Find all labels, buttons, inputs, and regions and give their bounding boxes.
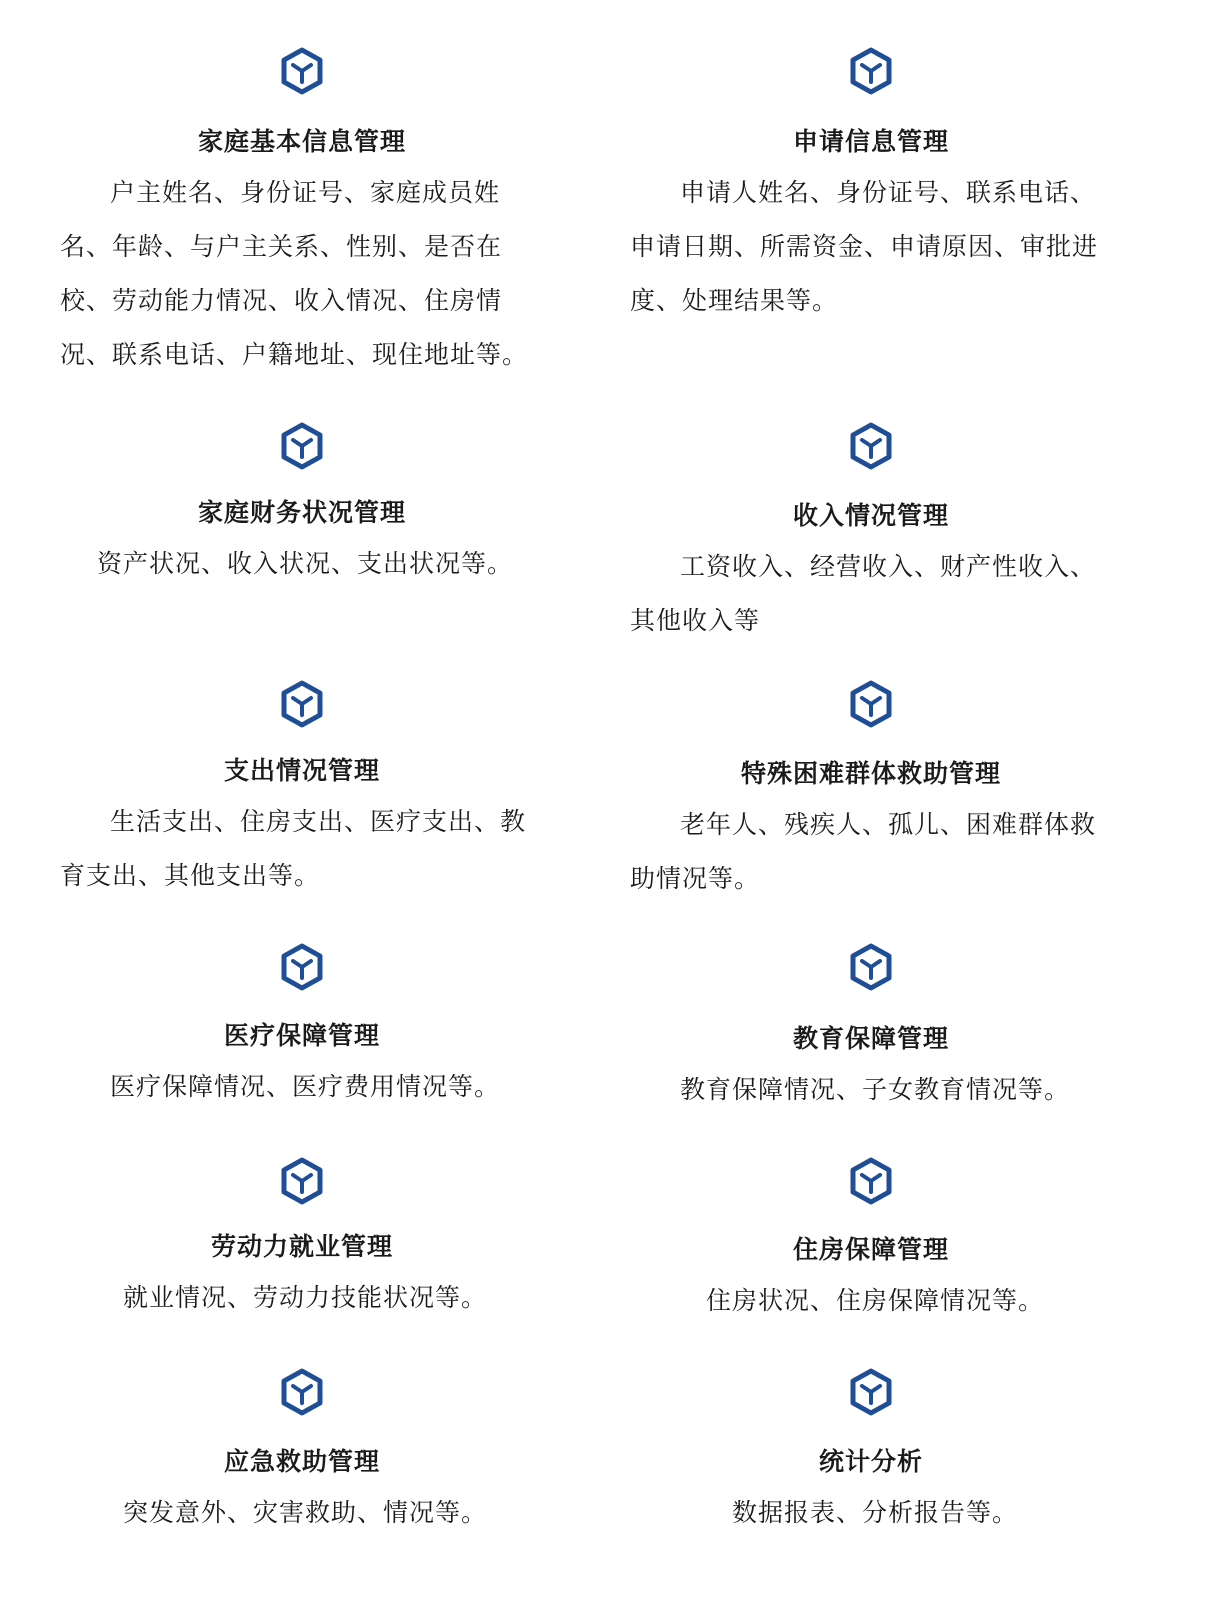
cube-icon bbox=[848, 679, 894, 729]
feature-description: 生活支出、住房支出、医疗支出、教育支出、其他支出等。 bbox=[60, 807, 527, 890]
feature-description: 突发意外、灾害救助、情况等。 bbox=[122, 1498, 487, 1527]
cube-icon bbox=[848, 421, 894, 471]
feature-title: 应急救助管理 bbox=[223, 1447, 380, 1476]
cube-icon bbox=[279, 421, 325, 471]
feature-title: 收入情况管理 bbox=[792, 501, 949, 530]
feature-title: 住房保障管理 bbox=[792, 1235, 949, 1264]
feature-title: 家庭基本信息管理 bbox=[197, 127, 406, 156]
feature-title: 劳动力就业管理 bbox=[210, 1232, 393, 1261]
cube-icon bbox=[848, 1156, 894, 1206]
cube-icon bbox=[279, 46, 325, 96]
cube-icon bbox=[279, 1367, 325, 1417]
feature-title: 医疗保障管理 bbox=[223, 1021, 380, 1050]
feature-title: 申请信息管理 bbox=[792, 127, 949, 156]
cube-icon bbox=[848, 942, 894, 992]
feature-description: 数据报表、分析报告等。 bbox=[731, 1498, 1018, 1527]
feature-description: 户主姓名、身份证号、家庭成员姓名、年龄、与户主关系、性别、是否在校、劳动能力情况、收入情况、住房情况、联系电话、户籍地址、现住地址等。 bbox=[60, 178, 529, 369]
feature-title: 教育保障管理 bbox=[792, 1024, 949, 1053]
feature-description: 住房状况、住房保障情况等。 bbox=[705, 1286, 1044, 1315]
cube-icon bbox=[279, 679, 325, 729]
feature-description: 就业情况、劳动力技能状况等。 bbox=[122, 1283, 487, 1312]
feature-description: 申请人姓名、身份证号、联系电话、申请日期、所需资金、申请原因、审批进度、处理结果等。 bbox=[630, 178, 1099, 315]
feature-description: 工资收入、经营收入、财产性收入、其他收入等 bbox=[630, 552, 1097, 635]
feature-description: 老年人、残疾人、孤儿、困难群体救助情况等。 bbox=[630, 810, 1097, 893]
cube-icon bbox=[279, 1156, 325, 1206]
cube-icon bbox=[848, 46, 894, 96]
feature-description: 医疗保障情况、医疗费用情况等。 bbox=[109, 1072, 500, 1101]
feature-description: 教育保障情况、子女教育情况等。 bbox=[679, 1075, 1070, 1104]
feature-title: 统计分析 bbox=[818, 1447, 923, 1476]
feature-title: 特殊困难群体救助管理 bbox=[740, 759, 1001, 788]
cube-icon bbox=[279, 942, 325, 992]
feature-description: 资产状况、收入状况、支出状况等。 bbox=[96, 549, 513, 578]
feature-title: 家庭财务状况管理 bbox=[197, 498, 406, 527]
feature-title: 支出情况管理 bbox=[223, 756, 380, 785]
cube-icon bbox=[848, 1367, 894, 1417]
